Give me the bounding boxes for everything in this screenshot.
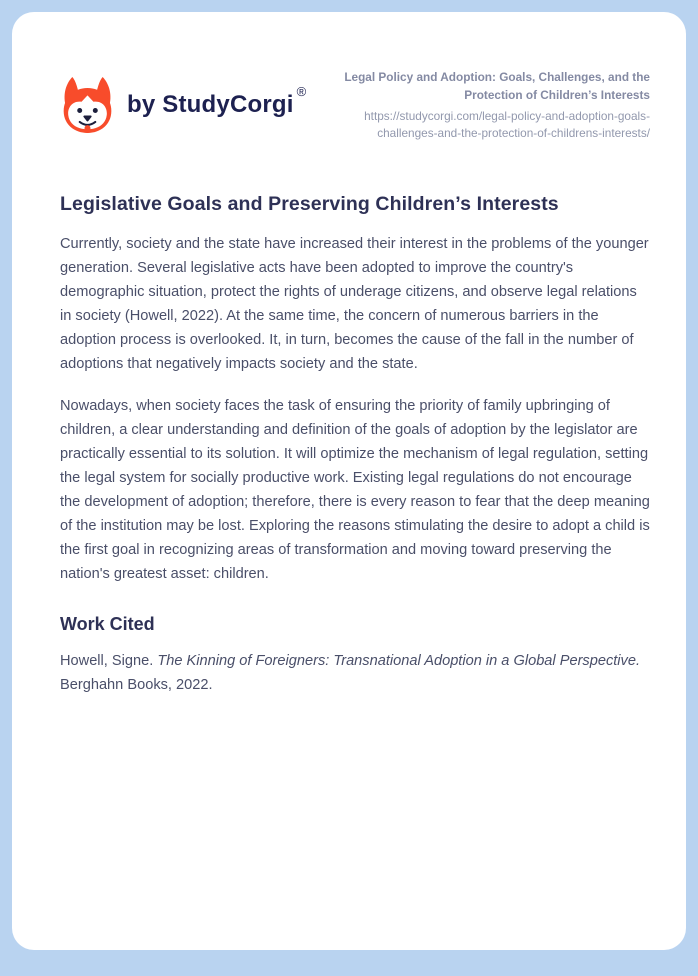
corgi-icon [60, 76, 115, 134]
document-meta [316, 68, 650, 143]
registered-trademark: ® [296, 84, 307, 100]
work-cited-heading: Work Cited [60, 613, 155, 634]
citation-publisher: Berghahn Books, 2022. [60, 676, 213, 693]
document-url-link[interactable]: https://studycorgi.com/legal-policy-and-adoption-goals-challenges-and-the-protection-of-childrens-interests/ [364, 108, 650, 141]
citation-author: Howell, Signe. [60, 652, 158, 669]
document-title: Legal Policy and Adoption: Goals, Challenges, and the Protection of Children’s Interests [344, 70, 650, 103]
citation-book-title: The Kinning of Foreigners: Transnational Adoption in a Global Perspective. [157, 652, 641, 669]
paragraph-1: Currently, society and the state have increased their interest in the problems of the younger generation. Several legislative acts have been adopted to improve the country's demographic situation, protect the rights of underage citizens, and observe legal relations in society (Howell, 2022). At the same time, the concern of numerous barriers in the adoption process is overlooked. It, in turn, becomes the cause of the fall in the number of adoptions that negatively impacts society and the state. [60, 235, 649, 372]
document-card [12, 12, 686, 950]
article-body [60, 193, 650, 697]
article-heading: Legislative Goals and Preserving Children’s Interests [60, 192, 559, 215]
studycorgi-brand [60, 76, 306, 134]
header [60, 68, 650, 143]
paragraph-2: Nowadays, when society faces the task of ensuring the priority of family upbringing of children, a clear understanding and definition of the goals of adoption by the legislator are practically essential to its solution. It will optimize the mechanism of legal regulation, setting the legal system for socially productive work. Existing legal regulations do not encourage the development of adoption; therefore, there is every reason to fear that the deep meaning of the institution may be lost. Exploring the reasons stimulating the desire to adopt a child is the first goal in recognizing areas of transformation and moving toward preserving the nation's greatest asset: children. [60, 397, 650, 582]
citation-entry [60, 649, 650, 697]
brand-wordmark: by StudyCorgi ® [127, 84, 307, 119]
